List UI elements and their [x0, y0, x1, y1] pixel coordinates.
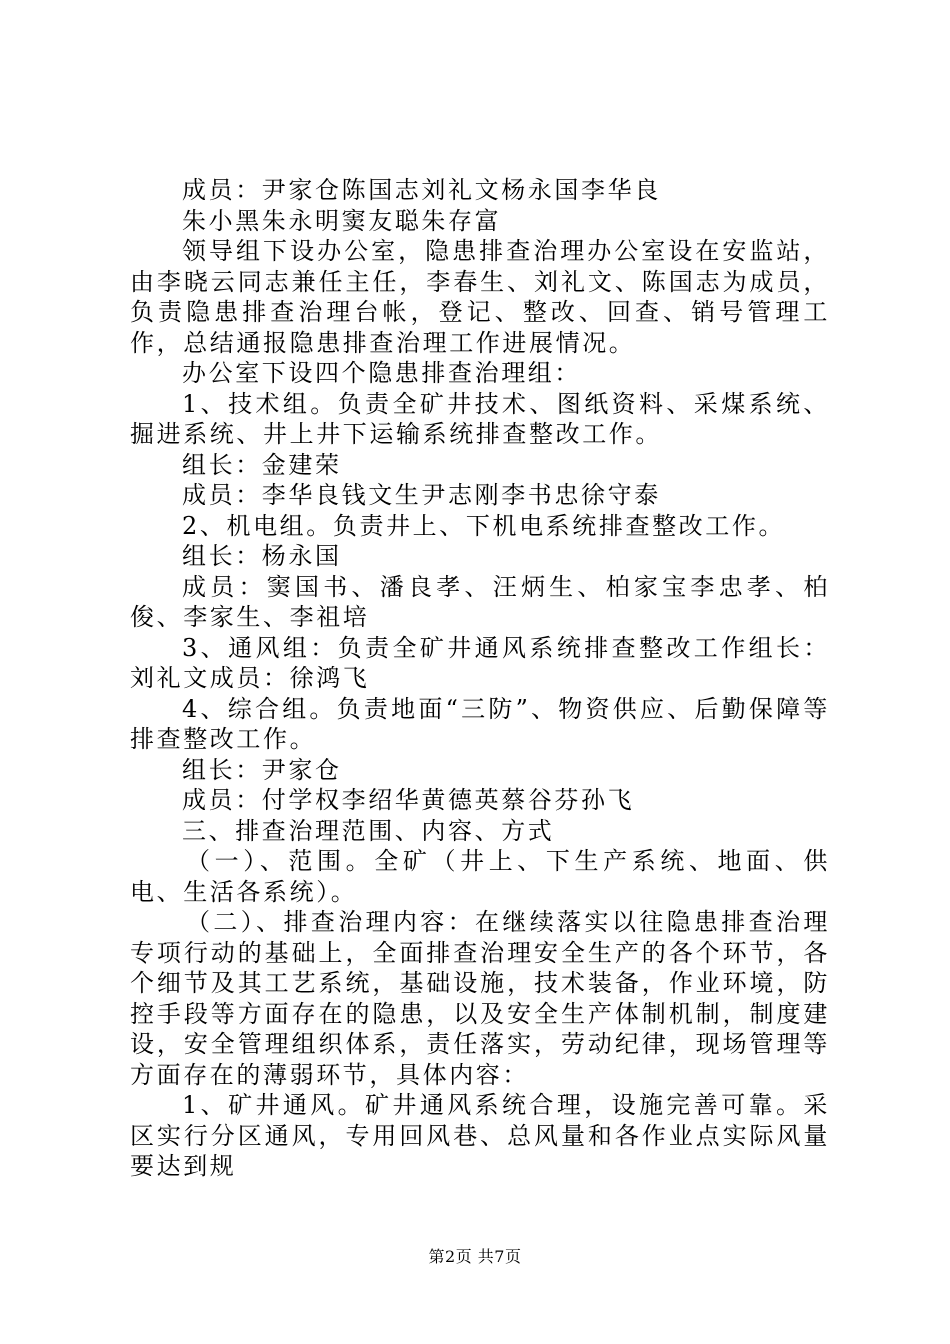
paragraph: 成员：尹家仓陈国志刘礼文杨永国李华良: [182, 176, 661, 204]
paragraph: 1、技术组。负责全矿井技术、图纸资料、采煤系统、掘进系统、井上井下运输系统排查整改工作。: [130, 389, 830, 448]
paragraph: 4、综合组。负责地面“三防”、物资供应、后勤保障等排查整改工作。: [130, 694, 830, 753]
document-body: [130, 175, 830, 1182]
page-number-label: 第2页 共7页: [428, 1247, 522, 1266]
paragraph: 1、矿井通风。矿井通风系统合理，设施完善可靠。采区实行分区通风，专用回风巷、总风量和各作业点实际风量要达到规: [130, 1091, 830, 1180]
paragraph: 2、机电组。负责井上、下机电系统排查整改工作。: [182, 511, 786, 540]
paragraph: 3、通风组：负责全矿井通风系统排查整改工作组长：刘礼文成员：徐鸿飞: [130, 633, 830, 692]
paragraph: 成员：付学权李绍华黄德英蔡谷芬孙飞: [182, 786, 635, 814]
page-footer: [0, 1244, 950, 1267]
paragraph: 成员：窦国书、潘良孝、汪炳生、柏家宝李忠孝、柏俊、李家生、李祖培: [130, 572, 830, 631]
paragraph: 组长：金建荣: [182, 450, 342, 479]
paragraph: 办公室下设四个隐患排查治理组：: [182, 359, 581, 387]
paragraph: 朱小黑朱永明窦友聪朱存富: [182, 206, 502, 235]
paragraph: 成员：李华良钱文生尹志刚李书忠徐守泰: [182, 481, 661, 509]
paragraph: 领导组下设办公室，隐患排查治理办公室设在安监站，由李晓云同志兼任主任，李春生、刘礼文、陈国志为成员，负责隐患排查治理台帐，登记、整改、回查、销号管理工作，总结通报隐患排查治理工作进展情况。: [130, 237, 830, 357]
paragraph: （二）、排查治理内容：在继续落实以往隐患排查治理专项行动的基础上，全面排查治理安全生产的各个环节，各个细节及其工艺系统，基础设施，技术装备，作业环境，防控手段等方面存在的隐患，以及安全生产体制机制，制度建设，安全管理组织体系，责任落实，劳动纪律，现场管理等方面存在的薄弱环节，具体内容：: [130, 908, 830, 1089]
paragraph: （一）、范围。全矿（井上、下生产系统、地面、供电、生活各系统）。: [130, 847, 830, 906]
paragraph: 三、排查治理范围、内容、方式: [182, 816, 555, 845]
paragraph: 组长：尹家仓: [182, 755, 342, 784]
paragraph: 组长：杨永国: [182, 542, 342, 570]
